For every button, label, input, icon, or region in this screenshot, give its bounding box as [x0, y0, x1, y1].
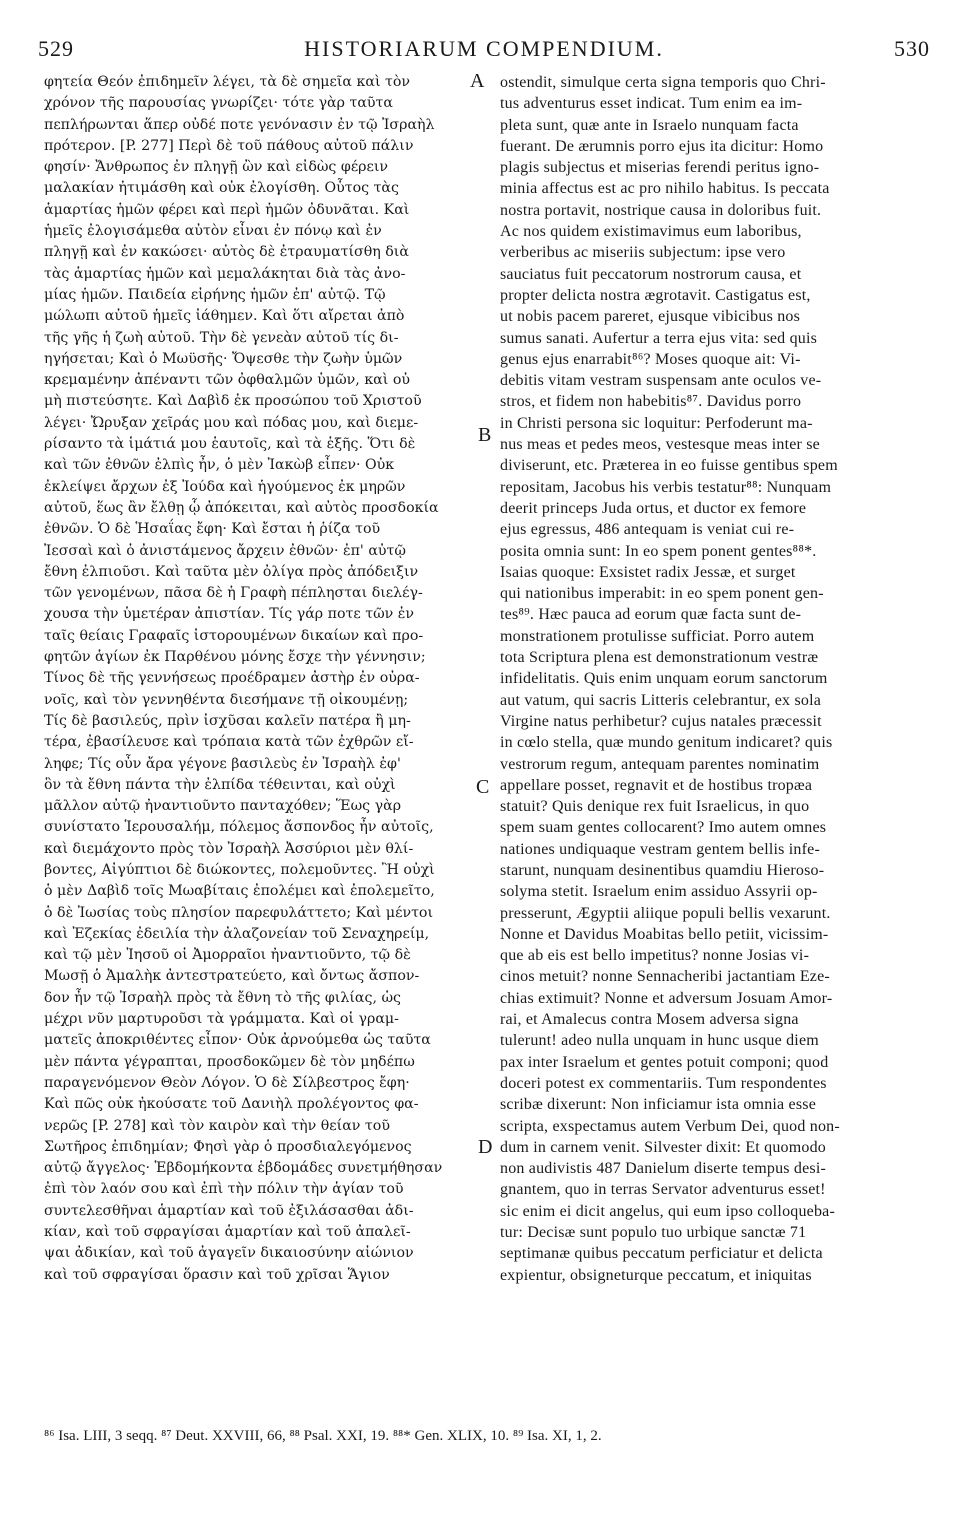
- latin-text-line: rai, et Amalecus contra Mosem adversa signa: [500, 1011, 799, 1029]
- latin-text-line: dum in carnem venit. Silvester dixit: Et quomodo: [500, 1138, 826, 1156]
- greek-text-line: Τίνος δὲ τῆς γεννήσεως προέδραμεν ἀστὴρ ἐν οὐρα-: [44, 670, 420, 687]
- greek-text-line: φητεία Θεόν ἐπιδημεῖν λέγει, τὰ δὲ σημεῖα καὶ τὸν: [44, 74, 411, 90]
- latin-text-line: aut vatum, qui sacris Litteris celebrantur, ex sola: [500, 691, 822, 709]
- greek-text-line: μέχρι νῦν μαρτυροῦσι τὰ γράμματα. Καὶ οἱ γραμ-: [44, 1011, 399, 1028]
- latin-text-line: infidelitatis. Quis enim unquam eorum sanctorum: [500, 670, 828, 688]
- latin-text-line: nationes undiquaque vestram gentem bellis infe-: [500, 840, 820, 858]
- latin-text-line: sauciatus fuit peccatorum nostrorum causa, et: [500, 265, 802, 283]
- latin-text-line: cinos metuit? nonne Sennacheribi jactantiam Eze-: [500, 968, 830, 986]
- greek-text-line: ληφε; Τίς οὖν ἄρα γέγονε βασιλεὺς ἐν Ἰσραὴλ ἐφ': [44, 755, 401, 772]
- latin-text-line: stros, et fidem non habebitis⁸⁷. Davidus porro: [500, 393, 802, 411]
- latin-text-line: debitis vitam vestram suspensam ante oculos ve-: [500, 372, 822, 390]
- latin-text-line: vestrorum regum, antequam parentes nominatim: [500, 755, 820, 773]
- section-marker-c: C: [476, 776, 490, 798]
- greek-text-line: κρεμαμένην ἀπέναντι τῶν ὀφθαλμῶν ὑμῶν, καὶ οὐ: [44, 372, 411, 389]
- greek-text-line: τὰς ἁμαρτίας ἡμῶν καὶ μεμαλάκηται διὰ τὰς ἀνο-: [44, 265, 406, 282]
- latin-text-column: [500, 72, 932, 1286]
- latin-text-line: sic enim ei dicit angelus, qui eum ipso colloqueba-: [500, 1202, 836, 1220]
- greek-text-line: ὁ δὲ Ἰωσίας τοὺς πλησίον παρεφυλάττετο; Καὶ μέντοι: [44, 904, 434, 921]
- latin-text-line: ostendit, simulque certa signa temporis quo Chri-: [500, 74, 826, 91]
- section-marker-b: B: [478, 424, 492, 446]
- greek-text-line: ἐκλείψει ἄρχων ἐξ Ἰούδα καὶ ἡγούμενος ἐκ μηρῶν: [44, 478, 406, 495]
- latin-text-line: tus adventurus esset indicat. Tum enim ea im-: [500, 95, 803, 113]
- running-title: HISTORIARUM COMPENDIUM.: [304, 36, 664, 61]
- latin-text-line: chias extimuit? Nonne et adversum Josuam Amor-: [500, 989, 833, 1007]
- greek-text-line: αὐτοῦ, ἕως ἂν ἔλθῃ ᾧ ἀπόκειται, καὶ αὐτὸς προσδοκία: [44, 499, 439, 516]
- latin-text-line: tur: Decisæ sunt populo tuo urbique sanctæ 71: [500, 1224, 807, 1242]
- latin-text-line: deerit princeps Juda ortus, et ductor ex femore: [500, 499, 807, 517]
- greek-text-line: Μωσῇ ὁ Ἀμαλὴκ ἀντεστρατεύετο, καὶ ὄντως ἄσπον-: [44, 968, 420, 985]
- latin-text-line: scripta, exspectamus autem Verbum Dei, quod non-: [500, 1117, 840, 1135]
- greek-text-line: καὶ τῶν ἐθνῶν ἐλπὶς ἦν, ὁ μὲν Ἰακὼβ εἶπεν· Οὐκ: [44, 457, 395, 474]
- latin-text-line: repositam, Jacobus his verbis testatur⁸⁸: Nunquam: [500, 478, 832, 496]
- greek-text-line: νερῶς [P. 278] καὶ τὸν καιρὸν καὶ τὴν θείαν τοῦ: [44, 1117, 390, 1134]
- latin-text-line: starunt, nunquam desinentibus quamdiu Hieroso-: [500, 861, 825, 879]
- greek-text-line: καὶ διεμάχοντο πρὸς τὸν Ἰσραὴλ Ἀσσύριοι μὲν θλί-: [44, 840, 414, 857]
- greek-text-line: μώλωπι αὐτοῦ ἡμεῖς ἰάθημεν. Καὶ ὅτι αἴρεται ἀπὸ: [44, 308, 405, 325]
- latin-text-line: qui nationibus imperabit: in eo spem ponent gen-: [500, 585, 824, 603]
- greek-text-line: πληγῇ καὶ ἐν κακώσει· αὐτὸς δὲ ἐτραυματίσθη διὰ: [44, 244, 409, 261]
- section-marker-a: A: [470, 70, 485, 92]
- latin-text-line: minia affectus est ac pro nihilo habitus. Is peccata: [500, 180, 830, 198]
- greek-text-line: ἡμεῖς ἐλογισάμεθα αὐτὸν εἶναι ἐν πόνῳ καὶ ἐν: [44, 223, 382, 240]
- latin-text-line: in Christi persona sic loquitur: Perfoderunt ma-: [500, 414, 813, 432]
- latin-text-line: sumus sanati. Aufertur a terra ejus vita: sed quis: [500, 329, 818, 347]
- greek-text-line: μαλακίαν ἠτιμάσθη καὶ οὐκ ἐλογίσθη. Οὗτος τὰς: [44, 180, 399, 197]
- latin-text-line: tota Scriptura plena est demonstrationum vestræ: [500, 649, 819, 667]
- greek-text-line: ψαι ἀδικίαν, καὶ τοῦ ἀγαγεῖν δικαιοσύνην αἰώνιον: [44, 1245, 414, 1262]
- greek-text-line: ἐθνῶν. Ὁ δὲ Ἡσαΐας ἔφη· Καὶ ἔσται ἡ ῥίζα τοῦ: [44, 521, 381, 538]
- page-number-right: 530: [894, 36, 930, 61]
- greek-text-line: ρίσαντο τὰ ἱμάτιά μου ἑαυτοῖς, καὶ τὰ ἑξῆς. Ὅτι δὲ: [44, 436, 416, 453]
- greek-text-line: μὲν πάντα γέγραπται, προσδοκῶμεν δὲ τὸν μηδέπω: [44, 1053, 415, 1070]
- greek-text-line: μὴ πιστεύσητε. Καὶ Δαβὶδ ἐκ προσώπου τοῦ Χριστοῦ: [44, 393, 422, 410]
- greek-text-line: βοντες, Αἰγύπτιοι δὲ διώκοντες, πολεμοῦντες. Ἢ οὐχὶ: [44, 861, 435, 878]
- latin-text-line: solyma stetit. Israelum enim assiduo Assyrii op-: [500, 883, 818, 901]
- latin-text-line: diviserunt, etc. Præterea in eo fuisse gentibus spem: [500, 457, 838, 475]
- latin-text-line: monstrationem protulisse sufficiat. Porro autem: [500, 627, 815, 645]
- greek-text-line: ματεῖς ἀποκριθέντες εἶπον· Οὐκ ἀρνούμεθα ὡς ταῦτα: [44, 1032, 431, 1049]
- latin-text-line: scribæ dixerunt: Non inficiamur ista omnia esse: [500, 1096, 817, 1114]
- latin-text-line: propter delicta nostra ægrotavit. Castigatus est,: [500, 286, 811, 304]
- greek-text-line: τῆς γῆς ἡ ζωὴ αὐτοῦ. Τὴν δὲ γενεὰν αὐτοῦ τίς δι-: [44, 329, 399, 346]
- latin-text-line: statuit? Quis denique rex fuit Israelicus, in quo: [500, 798, 810, 816]
- greek-text-line: ηγήσεται; Καὶ ὁ Μωϋσῆς· Ὄψεσθε τὴν ζωὴν ὑμῶν: [44, 350, 403, 367]
- greek-text-line: μᾶλλον αὐτῷ ἠναντιοῦντο πανταχόθεν; Ἕως γὰρ: [44, 798, 402, 815]
- greek-text-line: ὁ μὲν Δαβὶδ τοῖς Μωαβίταις ἐπολέμει καὶ ἐπολεμεῖτο,: [44, 883, 435, 900]
- latin-text-line: tes⁸⁹. Hæc pauca ad eorum quæ facta sunt de-: [500, 606, 802, 624]
- latin-text-line: ejus egressus, 486 antequam is veniat cui re-: [500, 521, 795, 539]
- latin-text-line: non audivistis 487 Danielum diserte tempus desi-: [500, 1160, 826, 1178]
- greek-text-line: ἔθνη ἐλπιοῦσι. Καὶ ταῦτα μὲν ὀλίγα πρὸς ἀπόδειξιν: [44, 563, 419, 580]
- latin-text-line: nus meas et pedes meos, vestesque meas inter se: [500, 436, 820, 454]
- greek-text-line: μίας ἡμῶν. Παιδεία εἰρήνης ἡμῶν ἐπ' αὐτῷ. Τῷ: [44, 286, 386, 303]
- page-number-left: 529: [38, 36, 74, 61]
- greek-text-line: συνίστατο Ἱερουσαλήμ, πόλεμος ἄσπονδος ἦν αὐτοῖς,: [44, 819, 434, 836]
- latin-text-line: fuerant. De ærumnis porro ejus ita dicitur: Homo: [500, 137, 824, 155]
- latin-text-line: spem suam gentes collocarent? Imo autem omnes: [500, 819, 827, 837]
- latin-text-line: genus ejus enarrabit⁸⁶? Moses quoque ait: Vi-: [500, 350, 801, 368]
- section-marker-d: D: [478, 1136, 493, 1158]
- greek-text-line: κίαν, καὶ τοῦ σφραγίσαι ἁμαρτίαν καὶ τοῦ ἀπαλεῖ-: [44, 1224, 411, 1241]
- greek-text-line: καὶ Ἐζεκίας ἐδειλία τὴν ἀλαζονείαν τοῦ Σεναχηρείμ,: [44, 925, 430, 942]
- greek-text-line: Τίς δὲ βασιλεύς, πρὶν ἰσχῦσαι καλεῖν πατέρα ἢ μη-: [44, 712, 411, 729]
- greek-text-line: αὐτῷ ἄγγελος· Ἑβδομήκοντα ἑβδομάδες συνετμήθησαν: [44, 1160, 443, 1177]
- latin-text-line: expientur, obsigneturque peccatum, et iniquitas: [500, 1266, 812, 1284]
- latin-text-line: pleta sunt, quæ ante in Israelo nunquam facta: [500, 116, 799, 134]
- latin-text-line: pax inter Israelum et gentes potuit componi; quod: [500, 1053, 829, 1071]
- latin-text-line: posita omnia sunt: In eo spem ponent gentes⁸⁸*.: [500, 542, 817, 560]
- latin-text-line: nostra portavit, nostrique causa in doloribus fuit.: [500, 201, 822, 219]
- greek-text-column: [44, 72, 464, 1286]
- greek-text-line: παραγενόμενον Θεὸν Λόγον. Ὁ δὲ Σίλβεστρος ἔφη·: [44, 1074, 410, 1091]
- latin-text-line: Nonne et Davidus Moabitas bello petiit, vicissim-: [500, 925, 829, 943]
- latin-text-line: Ac nos quidem existimavimus eum laboribus,: [500, 223, 802, 241]
- latin-text-line: ut nobis pacem pareret, ejusque vibicibus nos: [500, 308, 801, 326]
- greek-text-line: ἐπὶ τὸν λαόν σου καὶ ἐπὶ τὴν πόλιν τὴν ἁγίαν τοῦ: [44, 1181, 404, 1198]
- latin-text-line: doceri potest ex commentariis. Tum respondentes: [500, 1074, 827, 1092]
- greek-text-line: συντελεσθῆναι ἁμαρτίαν καὶ τοῦ ἐξιλάσασθαι ἀδι-: [44, 1202, 414, 1219]
- greek-text-line: Σωτῆρος ἐπιδημίαν; Φησὶ γὰρ ὁ προσδιαλεγόμενος: [44, 1138, 412, 1155]
- latin-text-line: in cœlo stella, quæ mundo genitum indicaret? quis: [500, 734, 833, 752]
- greek-text-line: Καὶ πῶς οὐκ ἠκούσατε τοῦ Δανιὴλ προλέγοντος φα-: [44, 1096, 419, 1113]
- greek-text-line: πρότερον. [P. 277] Περὶ δὲ τοῦ πάθους αὐτοῦ πάλιν: [44, 137, 414, 154]
- greek-text-line: ταῖς θείαις Γραφαῖς ἱστορουμένων δικαίων καὶ προ-: [44, 627, 424, 644]
- running-header: [38, 36, 930, 66]
- greek-text-line: τῶν γενομένων, πᾶσα δὲ ἡ Γραφὴ πέπλησται διελέγ-: [44, 585, 423, 602]
- latin-text-line: tulerunt! adeo nulla unquam in hunc usque diem: [500, 1032, 819, 1050]
- greek-text-line: χρόνον τῆς παρουσίας γνωρίζει· τότε γὰρ ταῦτα: [44, 95, 393, 112]
- greek-text-line: πεπλήρωνται ἅπερ οὐδέ ποτε γενόνασιν ἐν τῷ Ἰσραὴλ: [44, 116, 435, 133]
- latin-text-line: verberibus ac miseriis subjectum: ipse vero: [500, 244, 786, 262]
- latin-text-line: gnantem, quo in terras Servator adventurus esset!: [500, 1181, 826, 1199]
- latin-text-line: que ab eis est bello impetitus? nonne Josias vi-: [500, 947, 810, 965]
- greek-text-line: φησίν· Ἄνθρωπος ἐν πληγῇ ὢν καὶ εἰδὼς φέρειν: [44, 159, 389, 176]
- greek-text-line: νοῖς, καὶ τὸν γεννηθέντα διεσήμανε τῇ οἰκουμένῃ;: [44, 691, 409, 708]
- greek-text-line: χουσα τὴν ὑμετέραν ἀπιστίαν. Τίς γάρ ποτε τῶν ἐν: [44, 606, 415, 623]
- greek-text-line: φητῶν ἁγίων ἐκ Παρθένου μόνης ἔσχε τὴν γέννησιν;: [44, 649, 426, 666]
- latin-text-line: Isaias quoque: Exsistet radix Jessæ, et surget: [500, 563, 796, 581]
- latin-text-line: presserunt, Ægyptii aliique populi bellis vexarunt.: [500, 904, 831, 922]
- greek-text-line: λέγει· Ὤρυξαν χεῖράς μου καὶ πόδας μου, καὶ διεμε-: [44, 414, 419, 431]
- greek-text-line: καὶ τοῦ σφραγίσαι ὅρασιν καὶ τοῦ χρῖσαι Ἅγιον: [44, 1266, 390, 1283]
- latin-text-line: appellare posset, regnavit et de hostibus tropæa: [500, 776, 813, 794]
- greek-text-line: Ἰεσσαὶ καὶ ὁ ἀνιστάμενος ἄρχειν ἐθνῶν· ἐπ' αὐτῷ: [44, 542, 406, 559]
- greek-text-line: δον ἦν τῷ Ἰσραὴλ πρὸς τὰ ἔθνη τὸ τῆς φιλίας, ὡς: [44, 989, 401, 1006]
- latin-text-line: septimanæ quibus peccatum perficiatur et delicta: [500, 1245, 823, 1263]
- greek-text-line: ὃν τὰ ἔθνη πάντα τὴν ἐλπίδα τέθεινται, καὶ οὐχὶ: [44, 776, 396, 793]
- greek-text-line: ἁμαρτίας ἡμῶν φέρει καὶ περὶ ἡμῶν ὀδυνᾶται. Καὶ: [44, 201, 410, 218]
- greek-text-line: καὶ τῷ μὲν Ἰησοῦ οἱ Ἀμορραῖοι ἠναντιοῦντο, τῷ δὲ: [44, 947, 411, 964]
- latin-text-line: Virgine natus perhibetur? cujus natales præcessit: [500, 712, 822, 730]
- latin-text-line: plagis subjectus et miserias ferendi peritus igno-: [500, 159, 820, 177]
- greek-text-line: τέρα, ἐβασίλευσε καὶ τρόπαια κατὰ τῶν ἐχθρῶν εἴ-: [44, 734, 414, 751]
- footnotes: ⁸⁶ Isa. LIII, 3 seqq. ⁸⁷ Deut. XXVIII, 66, ⁸⁸ Psal. XXI, 19. ⁸⁸* Gen. XLIX, 10. ⁸⁹ Isa. XI, 1, 2.: [44, 1428, 602, 1444]
